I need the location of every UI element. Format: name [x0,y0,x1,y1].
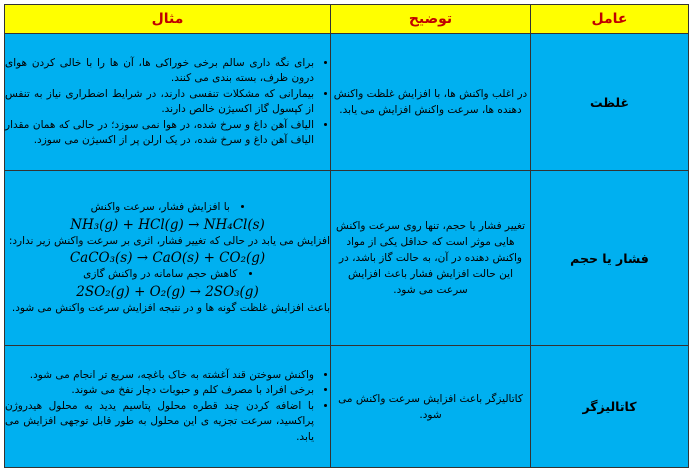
factors-table [4,4,689,468]
header-factor-label: عامل [591,11,628,27]
list-item: • با افزایش فشار، سرعت واکنش [5,200,330,216]
header-row [5,5,689,34]
paragraph: باعث افزایش غلظت گونه ها و در نتیجه افزایش سرعت واکنش می شود. [11,301,330,314]
list-item: • بیمارانی که مشکلات تنفسی دارند، در شرایط اضطراری نیاز به تنفس از کپسول گاز اکسیژن خالص دارند. [5,87,314,118]
header-explanation-label: توضیح [408,11,453,27]
examples-cell [5,171,331,346]
header-example [5,5,331,34]
factor-cell: غلظت [531,34,689,171]
factor-cell: کاتالیزگر [531,346,689,468]
paragraph: افزایش می یابد در حالی که تغییر فشار، اثری بر سرعت واکنش زیر ندارد: [8,234,330,247]
examples-list [5,267,330,283]
explanation-cell: تغییر فشار یا حجم، تنها روی سرعت واکنش هایی موثر است که حداقل یکی از مواد واکنش دهنده در آن، به حالت گاز باشد، در این حالت افزایش فشار باعث افزایش سرعت می شود. [331,171,531,346]
explanation-cell: کاتالیزگر باعث افزایش سرعت واکنش می شود. [331,346,531,468]
table-row [5,171,689,346]
examples-list [5,56,330,149]
explanation-cell: در اغلب واکنش ها، با افزایش غلظت واکنش دهنده ها، سرعت واکنش افزایش می یابد. [331,34,531,171]
list-item: • کاهش حجم سامانه در واکنش گازی [5,267,330,283]
equation: CaCO₃(s) → CaO(s) + CO₂(g) [69,250,266,266]
list-item: • واکنش سوختن قند آغشته به خاک باغچه، سریع تر انجام می شود. [5,368,314,384]
header-example-label: مثال [151,11,184,27]
header-explanation [331,5,531,34]
list-item: • برخی افراد با مصرف کلم و حبوبات دچار نفخ می شوند. [5,383,314,399]
examples-cell [5,346,331,468]
list-item: • برای نگه داری سالم برخی خوراکی ها، آن ها را با خالی کردن هوای درون ظرف، بسته بندی می کنند. [5,56,314,87]
examples-list [5,200,330,216]
list-item: • الیاف آهن داغ و سرخ شده، در هوا نمی سوزد؛ در حالی که همان مقدار الیاف آهن داغ و سرخ شده، در یک ارلن پر از اکسیژن می سوزد. [5,118,314,149]
equation: NH₃(g) + HCl(g) → NH₄Cl(s) [70,216,265,233]
list-item: • با اضافه کردن چند قطره محلول پتاسیم یدید به محلول هیدروژن پراکسید، سرعت تجزیه ی این محلول به طور قابل توجهی افزایش می یابد. [5,399,314,446]
equation: 2SO₂(g) + O₂(g) → 2SO₃(g) [76,283,259,300]
examples-list [5,368,330,446]
table-row [5,34,689,171]
examples-cell [5,34,331,171]
table-row [5,346,689,468]
header-factor [531,5,689,34]
factor-cell: فشار یا حجم [531,171,689,346]
